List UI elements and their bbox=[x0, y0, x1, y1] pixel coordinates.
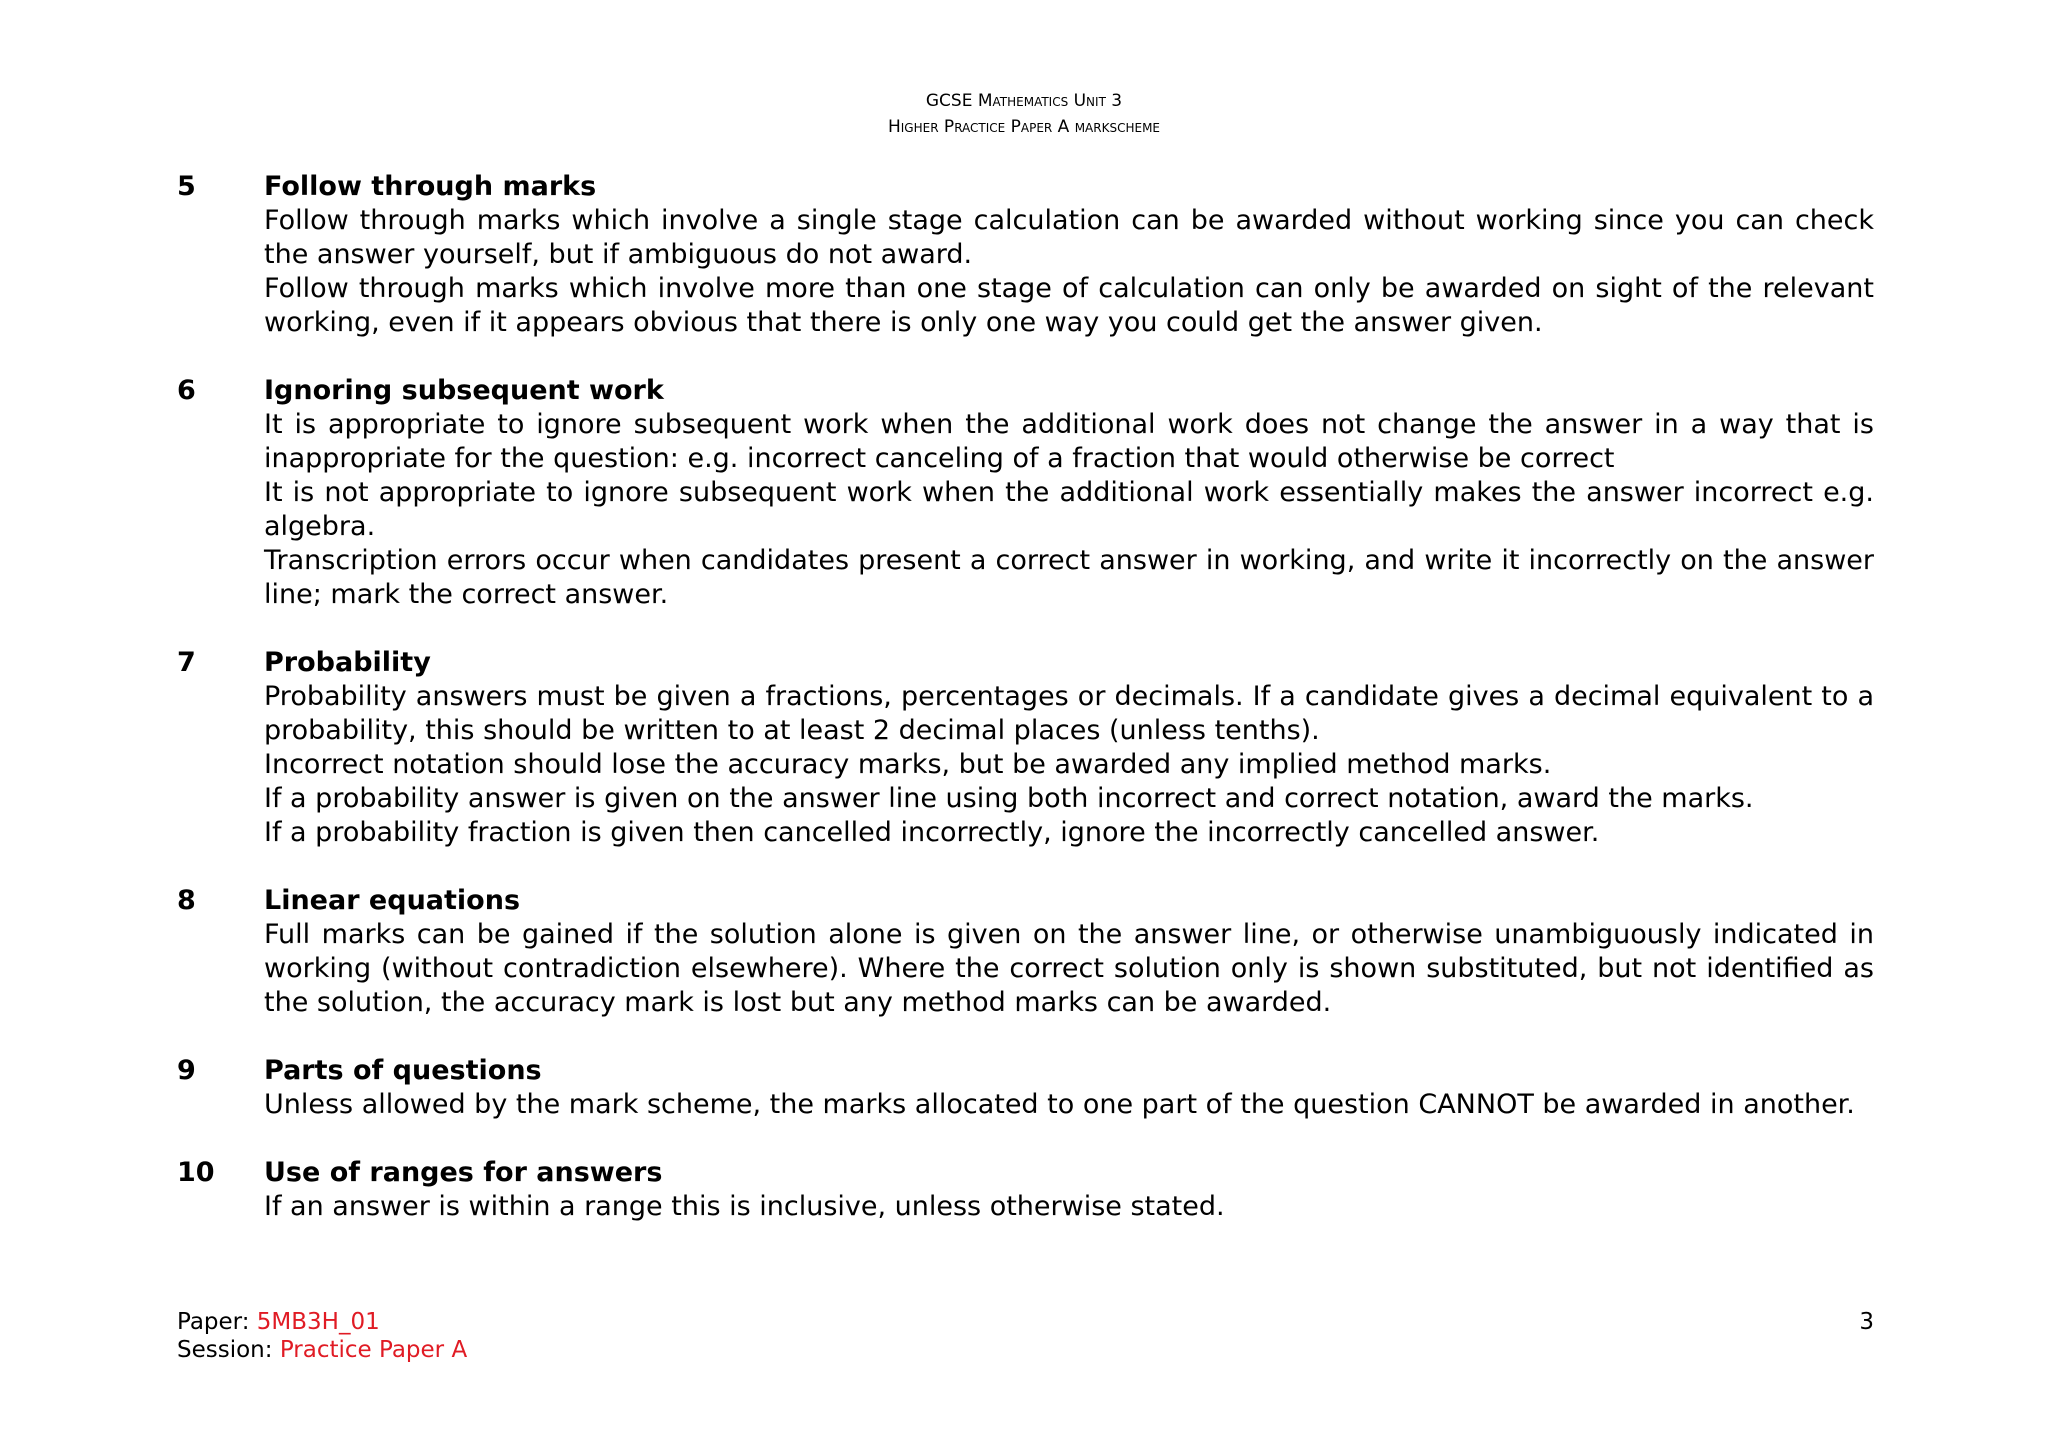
section-10 bbox=[177, 1156, 1874, 1224]
page-footer bbox=[177, 1308, 1874, 1364]
section-paragraph: If an answer is within a range this is inclusive, unless otherwise stated. bbox=[264, 1191, 1225, 1222]
section-body bbox=[264, 680, 1874, 850]
section-paragraph: Follow through marks which involve more than one stage of calculation can only be awarded on sight of the relevant working, even if it appears obvious that there is only one way you could get the answer given. bbox=[264, 273, 1874, 338]
section-number: 10 bbox=[177, 1157, 215, 1188]
section-5 bbox=[177, 170, 1874, 340]
section-paragraph: Transcription errors occur when candidates present a correct answer in working, and write it incorrectly on the answer line; mark the correct answer. bbox=[264, 545, 1874, 610]
section-paragraph: Full marks can be gained if the solution alone is given on the answer line, or otherwise unambiguously indicated in working (without contradiction elsewhere). Where the correct solution only is shown substituted, but not identified as the solution, the accuracy mark is lost but any method marks can be awarded. bbox=[264, 919, 1874, 1018]
section-7 bbox=[177, 646, 1874, 850]
section-paragraph: If a probability answer is given on the answer line using both incorrect and correct notation, award the marks. bbox=[264, 783, 1754, 814]
header-title-line1: GCSE Mathematics Unit 3 bbox=[925, 91, 1123, 111]
section-paragraph: If a probability fraction is given then cancelled incorrectly, ignore the incorrectly cancelled answer. bbox=[264, 817, 1600, 848]
paper-label: Paper: bbox=[177, 1309, 257, 1335]
section-body bbox=[264, 918, 1874, 1020]
section-body bbox=[264, 408, 1874, 612]
page-header bbox=[0, 88, 2048, 140]
section-paragraph: Unless allowed by the mark scheme, the marks allocated to one part of the question CANNOT be awarded in another. bbox=[264, 1089, 1855, 1120]
section-number: 5 bbox=[177, 171, 196, 202]
section-title: Ignoring subsequent work bbox=[264, 375, 664, 406]
page-number: 3 bbox=[1859, 1309, 1874, 1335]
paper-code: 5MB3H_01 bbox=[256, 1309, 380, 1335]
section-body bbox=[264, 1190, 1874, 1224]
section-8 bbox=[177, 884, 1874, 1020]
section-title: Use of ranges for answers bbox=[264, 1157, 663, 1188]
section-title: Probability bbox=[264, 647, 431, 678]
section-title: Parts of questions bbox=[264, 1055, 542, 1086]
section-body bbox=[264, 204, 1874, 340]
session-label: Session: bbox=[177, 1337, 280, 1363]
section-number: 7 bbox=[177, 647, 196, 678]
section-title: Follow through marks bbox=[264, 171, 597, 202]
session-line bbox=[177, 1336, 1874, 1364]
section-paragraph: Probability answers must be given a fractions, percentages or decimals. If a candidate gives a decimal equivalent to a probability, this should be written to at least 2 decimal places (unless tenths). bbox=[264, 681, 1874, 746]
section-6 bbox=[177, 374, 1874, 612]
section-body bbox=[264, 1088, 1874, 1122]
section-number: 6 bbox=[177, 375, 196, 406]
section-number: 9 bbox=[177, 1055, 196, 1086]
section-number: 8 bbox=[177, 885, 196, 916]
section-paragraph: It is appropriate to ignore subsequent work when the additional work does not change the answer in a way that is inappropriate for the question: e.g. incorrect canceling of a fraction that would otherwise be correct bbox=[264, 409, 1874, 474]
section-paragraph: Follow through marks which involve a single stage calculation can be awarded without working since you can check the answer yourself, but if ambiguous do not award. bbox=[264, 205, 1874, 270]
section-title: Linear equations bbox=[264, 885, 521, 916]
section-9 bbox=[177, 1054, 1874, 1122]
markscheme-sections bbox=[177, 170, 1874, 1258]
paper-line bbox=[177, 1308, 1874, 1336]
session-value: Practice Paper A bbox=[279, 1337, 468, 1363]
section-paragraph: It is not appropriate to ignore subsequent work when the additional work essentially makes the answer incorrect e.g. algebra. bbox=[264, 477, 1874, 542]
section-paragraph: Incorrect notation should lose the accuracy marks, but be awarded any implied method marks. bbox=[264, 749, 1552, 780]
header-title-line2: Higher Practice Paper A markscheme bbox=[887, 117, 1161, 137]
